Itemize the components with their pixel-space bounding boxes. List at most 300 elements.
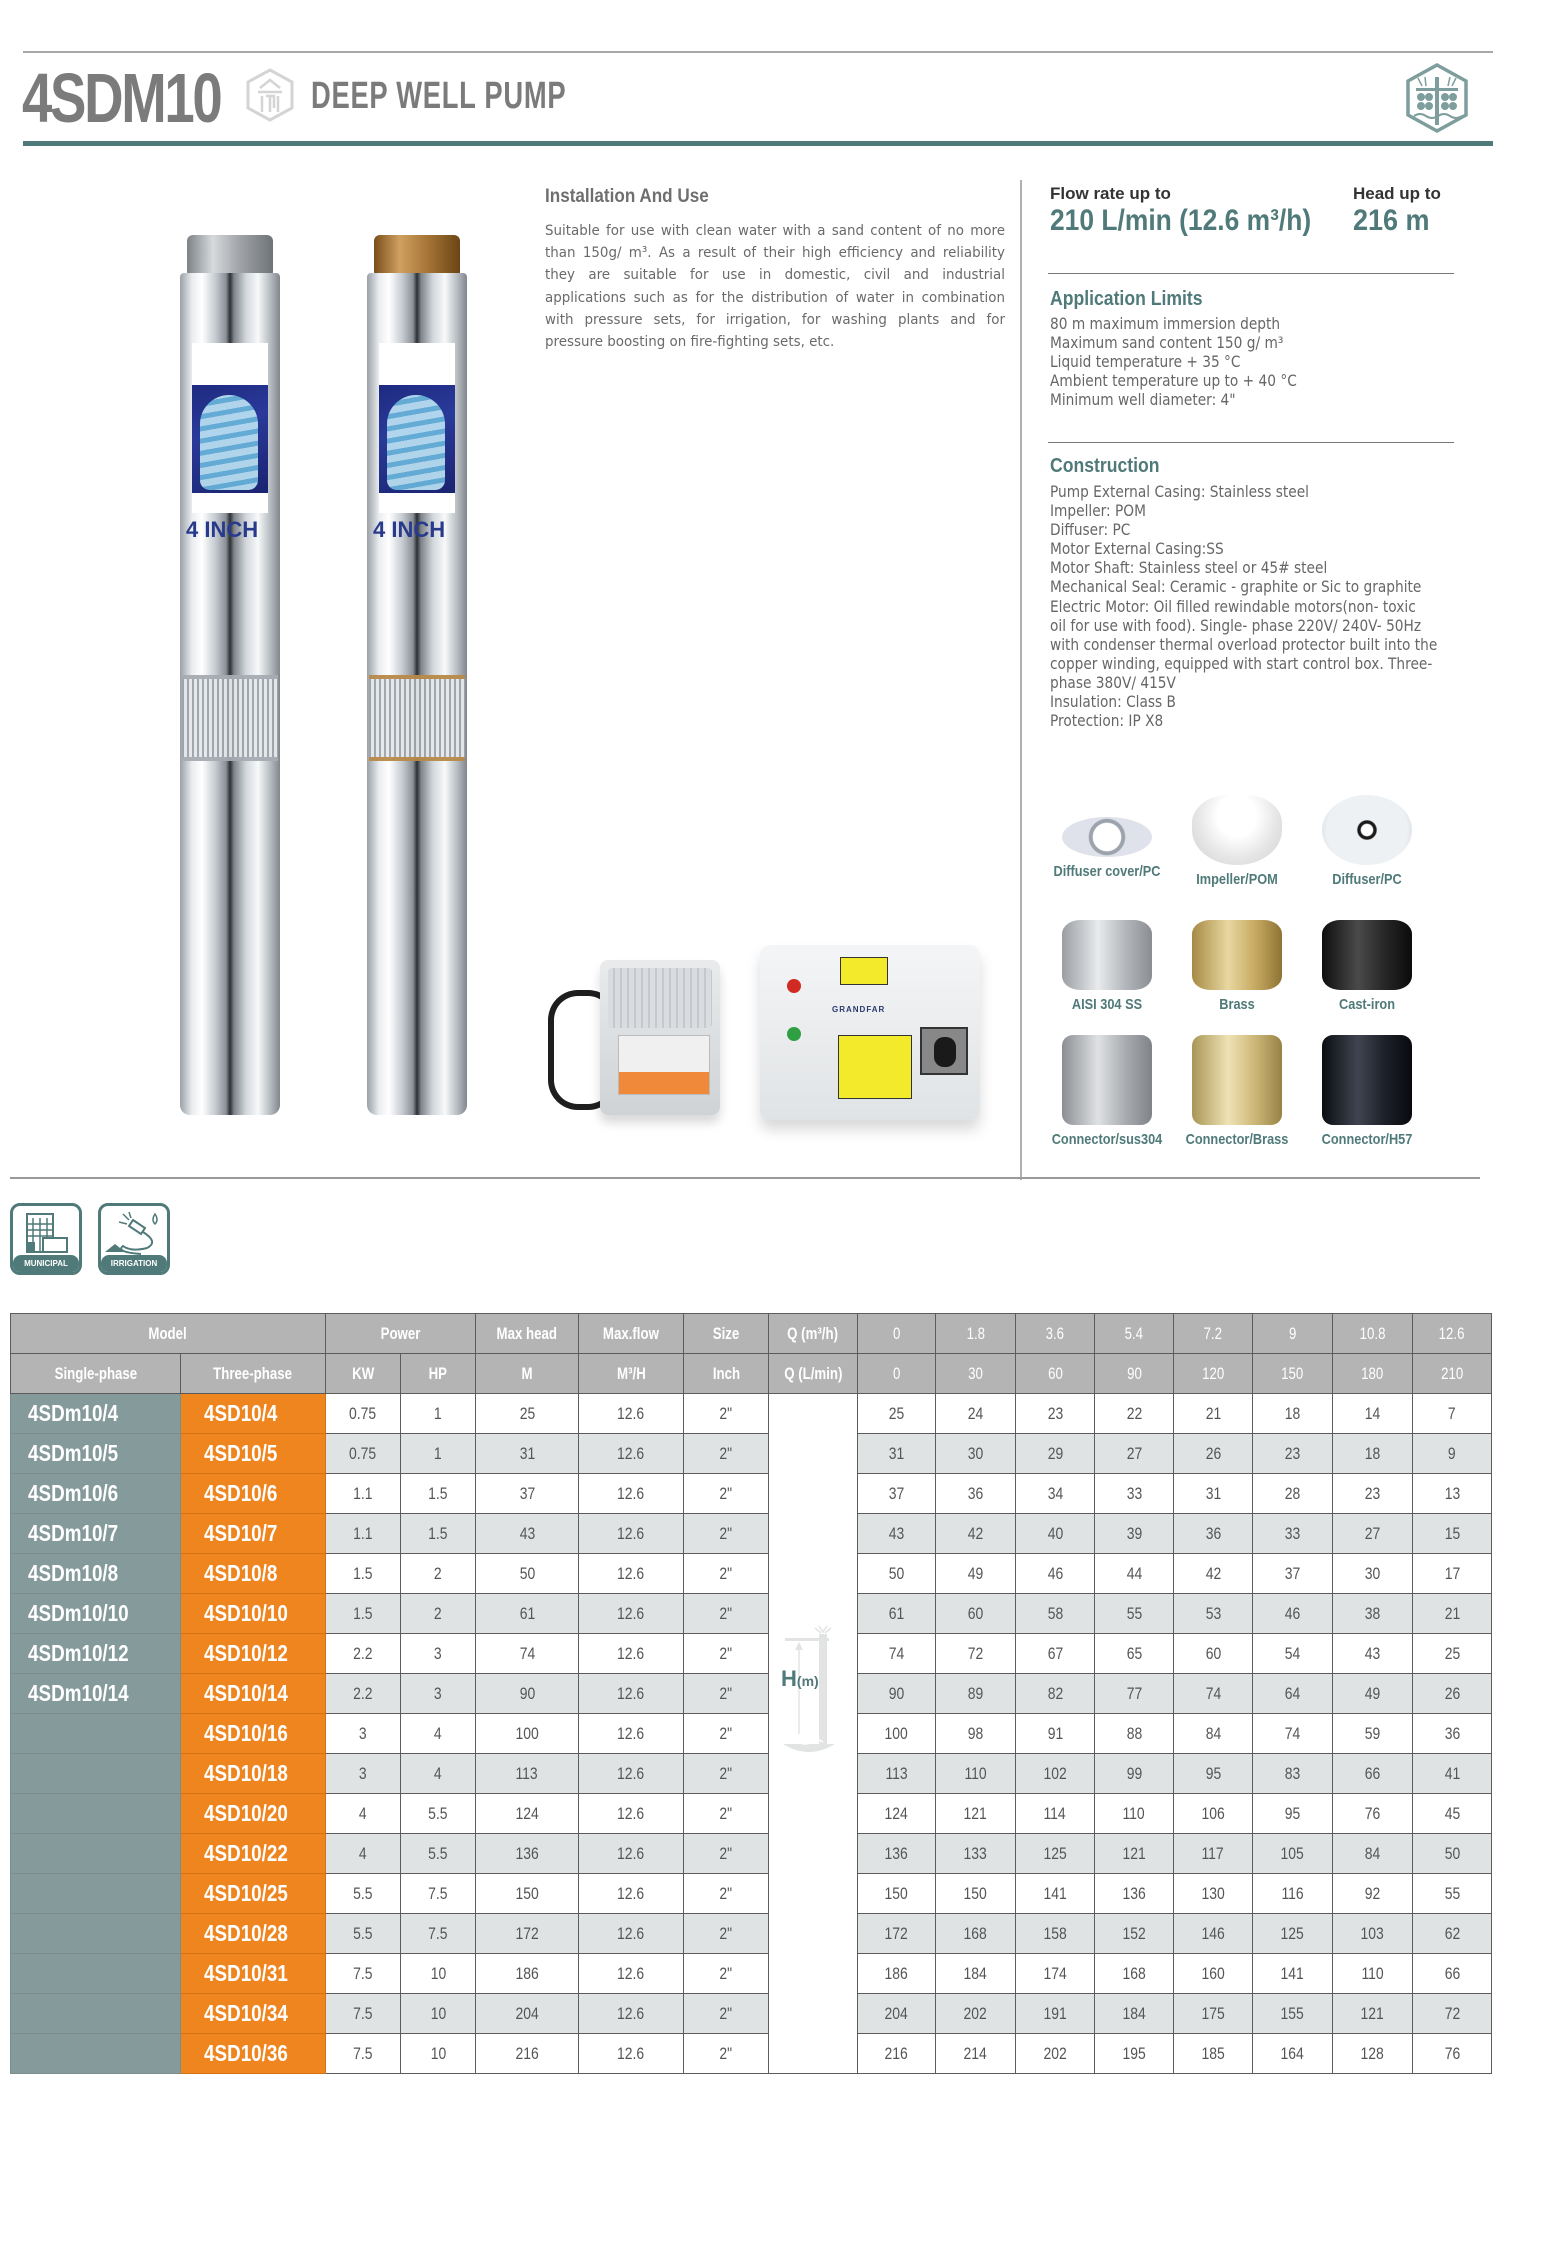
head-at-flow: 84 xyxy=(1174,1714,1253,1754)
single-phase-model: 4SDm10/14 xyxy=(11,1674,181,1714)
head-at-flow: 44 xyxy=(1095,1554,1174,1594)
pump-size-label: 4 INCH xyxy=(186,517,259,542)
head-at-flow: 150 xyxy=(936,1874,1016,1914)
max-head: 216 xyxy=(476,2034,579,2074)
construction-item: Pump External Casing: Stainless steel xyxy=(1050,483,1309,501)
head-at-flow: 43 xyxy=(1333,1634,1413,1674)
head-at-flow: 36 xyxy=(1174,1514,1253,1554)
three-phase-model: 4SD10/14 xyxy=(181,1674,326,1714)
table-row xyxy=(11,1674,1492,1714)
size: 2" xyxy=(684,1754,769,1794)
head-at-flow: 27 xyxy=(1095,1434,1174,1474)
head-at-flow: 26 xyxy=(1174,1434,1253,1474)
head-at-flow: 113 xyxy=(858,1754,936,1794)
performance-table xyxy=(10,1313,1492,2074)
construction-item: copper winding, equipped with start control box. Three- xyxy=(1050,654,1433,673)
pump-inlet-screen xyxy=(182,675,278,761)
single-phase-model xyxy=(11,1834,181,1874)
q-m3h-value: 3.6 xyxy=(1016,1314,1095,1354)
header-q-m3h: Q (m³/h) xyxy=(769,1314,858,1354)
head-at-flow: 184 xyxy=(936,1954,1016,1994)
head-height-well-icon xyxy=(779,1624,839,1764)
installation-title: Installation And Use xyxy=(545,186,709,207)
head-at-flow: 36 xyxy=(936,1474,1016,1514)
pump-outlet-cap-brass xyxy=(374,235,460,275)
power-hp: 5.5 xyxy=(401,1794,476,1834)
head-at-flow: 216 xyxy=(858,2034,936,2074)
three-phase-model: 4SD10/7 xyxy=(181,1514,326,1554)
max-head: 25 xyxy=(476,1394,579,1434)
power-hp: 2 xyxy=(401,1594,476,1634)
construction-list xyxy=(1050,483,1437,731)
power-kw: 1.5 xyxy=(326,1554,401,1594)
head-at-flow: 34 xyxy=(1016,1474,1095,1514)
head-at-flow: 64 xyxy=(1253,1674,1333,1714)
q-lmin-value: 30 xyxy=(936,1354,1016,1394)
impeller-image xyxy=(1192,795,1282,865)
head-at-flow: 90 xyxy=(858,1674,936,1714)
head-at-flow: 30 xyxy=(1333,1554,1413,1594)
head-at-flow: 202 xyxy=(1016,2034,1095,2074)
power-hp: 4 xyxy=(401,1754,476,1794)
head-at-flow: 50 xyxy=(1413,1834,1492,1874)
max-flow: 12.6 xyxy=(579,1634,684,1674)
part-connector-brass: Connector/Brass xyxy=(1167,1035,1307,1148)
head-at-flow: 76 xyxy=(1413,2034,1492,2074)
head-at-flow: 110 xyxy=(936,1754,1016,1794)
power-hp: 1 xyxy=(401,1434,476,1474)
table-row xyxy=(11,1474,1492,1514)
construction-item: Mechanical Seal: Ceramic - graphite or Sic to graphite xyxy=(1050,578,1422,597)
power-kw: 3 xyxy=(326,1754,401,1794)
head-at-flow: 46 xyxy=(1016,1554,1095,1594)
table-row xyxy=(11,1914,1492,1954)
power-hp: 7.5 xyxy=(401,1914,476,1954)
max-flow: 12.6 xyxy=(579,2034,684,2074)
table-row xyxy=(11,1594,1492,1634)
head-at-flow: 30 xyxy=(936,1434,1016,1474)
head-at-flow: 174 xyxy=(1016,1954,1095,1994)
three-phase-model: 4SD10/4 xyxy=(181,1394,326,1434)
head-at-flow: 172 xyxy=(858,1914,936,1954)
single-phase-model: 4SDm10/10 xyxy=(11,1594,181,1634)
head-at-flow: 49 xyxy=(1333,1674,1413,1714)
pump-outlet-cap-steel xyxy=(187,235,273,275)
power-kw: 0.75 xyxy=(326,1434,401,1474)
size: 2" xyxy=(684,1714,769,1754)
construction-item: Motor Shaft: Stainless steel or 45# steel xyxy=(1050,559,1328,578)
head-at-flow: 17 xyxy=(1413,1554,1492,1594)
head-at-flow: 191 xyxy=(1016,1994,1095,2034)
q-lmin-value: 60 xyxy=(1016,1354,1095,1394)
head-at-flow: 175 xyxy=(1174,1994,1253,2034)
single-phase-model xyxy=(11,1954,181,1994)
head-at-flow: 9 xyxy=(1413,1434,1492,1474)
head-at-flow: 95 xyxy=(1253,1794,1333,1834)
three-phase-model: 4SD10/16 xyxy=(181,1714,326,1754)
max-head: 37 xyxy=(476,1474,579,1514)
power-kw: 4 xyxy=(326,1794,401,1834)
max-head: 43 xyxy=(476,1514,579,1554)
single-phase-model xyxy=(11,1794,181,1834)
aisi-304-outlet-image xyxy=(1062,920,1152,990)
head-at-flow: 141 xyxy=(1016,1874,1095,1914)
head-at-flow: 49 xyxy=(936,1554,1016,1594)
max-flow: 12.6 xyxy=(579,1674,684,1714)
head-at-flow: 60 xyxy=(1174,1634,1253,1674)
head-at-flow: 66 xyxy=(1413,1954,1492,1994)
size: 2" xyxy=(684,1634,769,1674)
single-phase-model: 4SDm10/6 xyxy=(11,1474,181,1514)
head-at-flow: 95 xyxy=(1174,1754,1253,1794)
application-limits-title: Application Limits xyxy=(1050,288,1203,310)
power-hp: 4 xyxy=(401,1714,476,1754)
pump-label xyxy=(192,343,268,513)
q-lmin-value: 180 xyxy=(1333,1354,1413,1394)
three-phase-model: 4SD10/20 xyxy=(181,1794,326,1834)
head-at-flow: 110 xyxy=(1333,1954,1413,1994)
limit-item: 80 m maximum immersion depth xyxy=(1050,315,1281,333)
head-at-flow: 21 xyxy=(1413,1594,1492,1634)
three-phase-model: 4SD10/31 xyxy=(181,1954,326,1994)
work-lamp-icon xyxy=(787,1027,801,1041)
head-at-flow: 186 xyxy=(858,1954,936,1994)
head-at-flow: 36 xyxy=(1413,1714,1492,1754)
table-row xyxy=(11,1554,1492,1594)
construction-item: Diffuser: PC xyxy=(1050,521,1131,540)
head-at-flow: 76 xyxy=(1333,1794,1413,1834)
municipal-building-icon xyxy=(10,1203,82,1275)
max-flow: 12.6 xyxy=(579,1714,684,1754)
head-at-flow: 92 xyxy=(1333,1874,1413,1914)
head-at-flow: 55 xyxy=(1413,1874,1492,1914)
head-at-flow: 72 xyxy=(1413,1994,1492,2034)
head-at-flow: 39 xyxy=(1095,1514,1174,1554)
diffuser-image xyxy=(1322,795,1412,865)
construction-item: oil for use with food). Single- phase 220V/ 240V- 50Hz xyxy=(1050,616,1422,635)
power-kw: 0.75 xyxy=(326,1394,401,1434)
size: 2" xyxy=(684,1514,769,1554)
head-at-flow: 141 xyxy=(1253,1954,1333,1994)
head-at-flow: 99 xyxy=(1095,1754,1174,1794)
head-at-flow: 28 xyxy=(1253,1474,1333,1514)
head-at-flow: 24 xyxy=(936,1394,1016,1434)
max-head: 74 xyxy=(476,1634,579,1674)
pump-size-label: 4 INCH xyxy=(373,517,446,542)
max-flow: 12.6 xyxy=(579,1474,684,1514)
size: 2" xyxy=(684,1434,769,1474)
head-at-flow: 27 xyxy=(1333,1514,1413,1554)
power-hp: 10 xyxy=(401,1994,476,2034)
head-at-flow: 155 xyxy=(1253,1994,1333,2034)
header-m3h: M³/H xyxy=(579,1354,684,1394)
head-at-flow: 125 xyxy=(1253,1914,1333,1954)
power-hp: 3 xyxy=(401,1674,476,1714)
max-flow: 12.6 xyxy=(579,1834,684,1874)
header-bottom-rule xyxy=(23,141,1493,146)
q-m3h-value: 5.4 xyxy=(1095,1314,1174,1354)
deep-well-hexagon-icon xyxy=(1404,62,1470,134)
q-m3h-value: 1.8 xyxy=(936,1314,1016,1354)
q-lmin-value: 0 xyxy=(858,1354,936,1394)
head-at-flow: 42 xyxy=(1174,1554,1253,1594)
max-head: 100 xyxy=(476,1714,579,1754)
pump-inlet-screen xyxy=(369,675,465,761)
three-phase-model: 4SD10/12 xyxy=(181,1634,326,1674)
power-hp: 10 xyxy=(401,2034,476,2074)
head-axis-label: H(m) xyxy=(781,1666,819,1691)
size: 2" xyxy=(684,2034,769,2074)
header-max-head: Max head xyxy=(476,1314,579,1354)
head-at-flow: 103 xyxy=(1333,1914,1413,1954)
max-head: 113 xyxy=(476,1754,579,1794)
head-at-flow: 33 xyxy=(1253,1514,1333,1554)
head-at-flow: 23 xyxy=(1253,1434,1333,1474)
max-flow: 12.6 xyxy=(579,1594,684,1634)
page-title-model: 4SDM10 xyxy=(22,59,221,137)
limit-item: Minimum well diameter: 4" xyxy=(1050,391,1236,410)
three-phase-model: 4SD10/25 xyxy=(181,1874,326,1914)
part-diffuser-cover: Diffuser cover/PC xyxy=(1037,795,1177,880)
head-at-flow: 41 xyxy=(1413,1754,1492,1794)
head-at-flow: 33 xyxy=(1095,1474,1174,1514)
single-phase-model xyxy=(11,1874,181,1914)
size: 2" xyxy=(684,1394,769,1434)
table-row xyxy=(11,1434,1492,1474)
single-phase-model: 4SDm10/8 xyxy=(11,1554,181,1594)
three-phase-model: 4SD10/28 xyxy=(181,1914,326,1954)
limit-item: Maximum sand content 150 g/ m³ xyxy=(1050,334,1284,353)
size: 2" xyxy=(684,1874,769,1914)
power-kw: 7.5 xyxy=(326,1994,401,2034)
head-at-flow: 83 xyxy=(1253,1754,1333,1794)
head-at-flow: 116 xyxy=(1253,1874,1333,1914)
max-head: 150 xyxy=(476,1874,579,1914)
three-phase-model: 4SD10/10 xyxy=(181,1594,326,1634)
max-flow: 12.6 xyxy=(579,1874,684,1914)
head-at-flow: 29 xyxy=(1016,1434,1095,1474)
power-kw: 2.2 xyxy=(326,1674,401,1714)
head-at-flow: 37 xyxy=(858,1474,936,1514)
single-phase-model: 4SDm10/4 xyxy=(11,1394,181,1434)
header-q-lmin: Q (L/min) xyxy=(769,1354,858,1394)
three-phase-model: 4SD10/18 xyxy=(181,1754,326,1794)
power-kw: 1.5 xyxy=(326,1594,401,1634)
max-flow: 12.6 xyxy=(579,1954,684,1994)
power-hp: 1 xyxy=(401,1394,476,1434)
head-at-flow: 91 xyxy=(1016,1714,1095,1754)
head-at-flow: 60 xyxy=(936,1594,1016,1634)
head-at-flow: 65 xyxy=(1095,1634,1174,1674)
header-single-phase: Single-phase xyxy=(11,1354,181,1394)
table-row xyxy=(11,1834,1492,1874)
size: 2" xyxy=(684,1554,769,1594)
power-kw: 4 xyxy=(326,1834,401,1874)
power-kw: 2.2 xyxy=(326,1634,401,1674)
head-at-flow: 98 xyxy=(936,1714,1016,1754)
head-at-flow: 133 xyxy=(936,1834,1016,1874)
head-at-flow: 146 xyxy=(1174,1914,1253,1954)
head-at-flow: 62 xyxy=(1413,1914,1492,1954)
max-flow: 12.6 xyxy=(579,1994,684,2034)
head-label: Head up to xyxy=(1353,184,1441,203)
header-max-flow: Max.flow xyxy=(579,1314,684,1354)
head-at-flow: 152 xyxy=(1095,1914,1174,1954)
max-head: 136 xyxy=(476,1834,579,1874)
q-m3h-value: 12.6 xyxy=(1413,1314,1492,1354)
single-phase-model: 4SDm10/5 xyxy=(11,1434,181,1474)
q-m3h-value: 0 xyxy=(858,1314,936,1354)
head-at-flow: 77 xyxy=(1095,1674,1174,1714)
head-at-flow: 18 xyxy=(1333,1434,1413,1474)
construction-item: Insulation: Class B xyxy=(1050,693,1176,712)
construction-item: Electric Motor: Oil filled rewindable motors(non- toxic xyxy=(1050,597,1416,616)
q-m3h-value: 10.8 xyxy=(1333,1314,1413,1354)
irrigation-hose-icon xyxy=(98,1203,170,1275)
header-inch: Inch xyxy=(684,1354,769,1394)
max-flow: 12.6 xyxy=(579,1554,684,1594)
head-at-flow: 7 xyxy=(1413,1394,1492,1434)
header-size: Size xyxy=(684,1314,769,1354)
header-kw: KW xyxy=(326,1354,401,1394)
head-at-flow: 25 xyxy=(1413,1634,1492,1674)
column-divider xyxy=(1020,180,1022,1180)
pump-image-steel xyxy=(180,235,280,1115)
pump-label xyxy=(379,343,455,513)
power-hp: 2 xyxy=(401,1554,476,1594)
section-divider xyxy=(10,1177,1480,1179)
max-head: 204 xyxy=(476,1994,579,2034)
table-row xyxy=(11,1514,1492,1554)
max-flow: 12.6 xyxy=(579,1394,684,1434)
head-at-flow: 61 xyxy=(858,1594,936,1634)
part-diffuser: Diffuser/PC xyxy=(1297,795,1437,888)
municipal-label: MUNICIPAL xyxy=(13,1255,79,1272)
power-kw: 3 xyxy=(326,1714,401,1754)
irrigation-label: IRRIGATION xyxy=(101,1255,167,1272)
size: 2" xyxy=(684,1594,769,1634)
head-at-flow: 88 xyxy=(1095,1714,1174,1754)
head-at-flow: 74 xyxy=(1174,1674,1253,1714)
head-at-flow: 136 xyxy=(858,1834,936,1874)
head-at-flow: 26 xyxy=(1413,1674,1492,1714)
head-at-flow: 31 xyxy=(858,1434,936,1474)
diffuser-cover-image xyxy=(1062,817,1152,857)
size: 2" xyxy=(684,1834,769,1874)
header-power: Power xyxy=(326,1314,476,1354)
head-at-flow: 89 xyxy=(936,1674,1016,1714)
max-head: 31 xyxy=(476,1434,579,1474)
table-row xyxy=(11,1794,1492,1834)
three-phase-model: 4SD10/6 xyxy=(181,1474,326,1514)
control-box-brand: GRANDFAR xyxy=(832,1005,886,1014)
three-phase-control-box-image xyxy=(760,945,980,1120)
head-at-flow: 31 xyxy=(1174,1474,1253,1514)
head-at-flow: 45 xyxy=(1413,1794,1492,1834)
head-at-flow: 158 xyxy=(1016,1914,1095,1954)
three-phase-model: 4SD10/34 xyxy=(181,1994,326,2034)
q-m3h-value: 7.2 xyxy=(1174,1314,1253,1354)
max-flow: 12.6 xyxy=(579,1514,684,1554)
rotary-switch-icon xyxy=(920,1027,968,1075)
construction-title: Construction xyxy=(1050,455,1160,477)
single-phase-model xyxy=(11,2034,181,2074)
head-at-flow: 195 xyxy=(1095,2034,1174,2074)
table-row xyxy=(11,1994,1492,2034)
head-at-flow: 59 xyxy=(1333,1714,1413,1754)
size: 2" xyxy=(684,1674,769,1714)
pump-image-brass xyxy=(367,235,467,1115)
head-at-flow: 58 xyxy=(1016,1594,1095,1634)
q-lmin-value: 210 xyxy=(1413,1354,1492,1394)
max-head: 61 xyxy=(476,1594,579,1634)
head-at-flow: 130 xyxy=(1174,1874,1253,1914)
head-at-flow: 214 xyxy=(936,2034,1016,2074)
max-flow: 12.6 xyxy=(579,1434,684,1474)
flow-rate-label: Flow rate up to xyxy=(1050,184,1171,203)
power-kw: 7.5 xyxy=(326,1954,401,1994)
head-at-flow: 121 xyxy=(1333,1994,1413,2034)
head-at-flow: 42 xyxy=(936,1514,1016,1554)
three-phase-model: 4SD10/22 xyxy=(181,1834,326,1874)
three-phase-model: 4SD10/8 xyxy=(181,1554,326,1594)
head-at-flow: 14 xyxy=(1333,1394,1413,1434)
table-row xyxy=(11,1714,1492,1754)
head-at-flow: 82 xyxy=(1016,1674,1095,1714)
limit-item: Liquid temperature + 35 °C xyxy=(1050,353,1241,372)
table-row xyxy=(11,1754,1492,1794)
head-at-flow: 204 xyxy=(858,1994,936,2034)
table-row xyxy=(11,1394,1492,1434)
power-hp: 1.5 xyxy=(401,1474,476,1514)
power-hp: 5.5 xyxy=(401,1834,476,1874)
part-cast-iron: Cast-iron xyxy=(1297,920,1437,1013)
construction-item: phase 380V/ 415V xyxy=(1050,673,1176,692)
head-at-flow: 105 xyxy=(1253,1834,1333,1874)
head-at-flow: 74 xyxy=(1253,1714,1333,1754)
header-m: M xyxy=(476,1354,579,1394)
page-title-subtitle: DEEP WELL PUMP xyxy=(311,75,567,117)
head-at-flow: 15 xyxy=(1413,1514,1492,1554)
q-lmin-value: 120 xyxy=(1174,1354,1253,1394)
power-hp: 10 xyxy=(401,1954,476,1994)
table-row xyxy=(11,1634,1492,1674)
head-at-flow: 13 xyxy=(1413,1474,1492,1514)
section-divider xyxy=(1048,273,1454,274)
part-brass: Brass xyxy=(1167,920,1307,1013)
single-phase-model: 4SDm10/7 xyxy=(11,1514,181,1554)
header-three-phase: Three-phase xyxy=(181,1354,326,1394)
size: 2" xyxy=(684,1994,769,2034)
q-m3h-value: 9 xyxy=(1253,1314,1333,1354)
flow-rate-value: 210 L/min (12.6 m³/h) xyxy=(1050,204,1312,237)
head-at-flow: 124 xyxy=(858,1794,936,1834)
single-phase-model xyxy=(11,1994,181,2034)
header-hp: HP xyxy=(401,1354,476,1394)
power-hp: 7.5 xyxy=(401,1874,476,1914)
construction-item: Impeller: POM xyxy=(1050,502,1146,521)
head-at-flow: 102 xyxy=(1016,1754,1095,1794)
head-at-flow: 54 xyxy=(1253,1634,1333,1674)
power-kw: 5.5 xyxy=(326,1914,401,1954)
head-at-flow: 150 xyxy=(858,1874,936,1914)
table-row xyxy=(11,2034,1492,2074)
header-top-rule xyxy=(23,51,1493,53)
power-hp: 1.5 xyxy=(401,1514,476,1554)
head-at-flow: 25 xyxy=(858,1394,936,1434)
head-at-flow: 18 xyxy=(1253,1394,1333,1434)
max-head: 172 xyxy=(476,1914,579,1954)
